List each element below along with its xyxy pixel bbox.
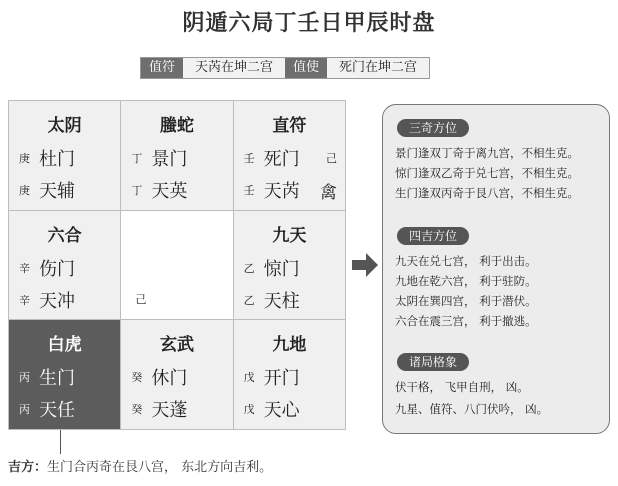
subheader-bar (140, 57, 430, 79)
stem: 丙 (19, 371, 30, 385)
door: 伤门 (39, 258, 75, 280)
extra-star: 禽 (320, 182, 337, 203)
siji-line: 六合在震三宫， 利于撤逃。 (395, 314, 537, 328)
god-label: 白虎 (47, 335, 82, 356)
god-label: 玄武 (159, 335, 194, 356)
extra-stem: 己 (326, 152, 337, 165)
stem: 戊 (243, 403, 255, 417)
door: 死门 (263, 149, 300, 170)
arrow-right-icon (350, 250, 380, 280)
star: 天冲 (39, 290, 75, 312)
footer-text: 生门合丙奇在艮八宫， 东北方向吉利。 (47, 460, 273, 475)
god-label: 直符 (272, 116, 307, 136)
door: 景门 (151, 149, 188, 170)
stem: 丁 (131, 184, 143, 197)
footer-note (8, 456, 272, 475)
stem: 壬 (243, 184, 255, 197)
stem: 庚 (19, 184, 30, 197)
star: 天芮 (263, 181, 300, 202)
stem: 辛 (19, 261, 30, 275)
god-label: 九天 (272, 225, 307, 246)
star: 天英 (151, 181, 188, 202)
siji-line: 太阴在巽四宫， 利于潜伏。 (395, 294, 537, 308)
stem: 乙 (243, 261, 255, 275)
sanqi-line: 生门逢双丙奇于艮八宫，不相生克。 (395, 186, 579, 200)
god-label: 九地 (272, 335, 307, 356)
palace-li-9 (121, 101, 232, 210)
zhifu-value: 天芮在坤二宫 (183, 58, 285, 78)
center-stem: 己 (135, 292, 147, 306)
stem: 癸 (131, 371, 143, 385)
star: 天柱 (263, 290, 300, 312)
analysis-panel (382, 104, 610, 434)
god-label: 太阴 (47, 116, 82, 136)
section-title-geju: 诸局格象 (397, 353, 469, 371)
door: 惊门 (263, 258, 300, 280)
stem: 辛 (19, 293, 30, 307)
palace-dui-7 (234, 211, 345, 320)
palace-center-5 (121, 211, 232, 320)
page-title: 阴遁六局丁壬日甲辰时盘 (182, 11, 436, 36)
palace-grid (8, 100, 346, 430)
section-title-siji: 四吉方位 (397, 227, 469, 245)
pointer-line (60, 430, 61, 454)
stem: 丁 (131, 152, 143, 165)
zhishi-value: 死门在坤二宫 (327, 58, 429, 78)
star: 天蓬 (151, 400, 188, 422)
stem: 癸 (131, 403, 143, 417)
palace-kun-2 (234, 101, 345, 210)
door: 开门 (263, 368, 300, 390)
geju-line: 九星、值符、八门伏吟， 凶。 (395, 402, 549, 416)
section-title-sanqi: 三奇方位 (397, 119, 469, 137)
palace-xun-4 (9, 101, 120, 210)
god-label: 六合 (47, 225, 82, 246)
siji-line: 九天在兑七宫， 利于出击。 (395, 254, 537, 268)
zhifu-key: 值符 (141, 58, 183, 78)
siji-line: 九地在乾六宫， 利于驻防。 (395, 274, 537, 288)
palace-kan-1 (121, 320, 232, 429)
stem: 戊 (243, 371, 255, 385)
star: 天任 (39, 400, 75, 422)
door: 杜门 (39, 149, 75, 170)
star: 天心 (263, 400, 300, 422)
stem: 庚 (19, 152, 30, 165)
god-label: 螣蛇 (159, 116, 194, 136)
palace-qian-6 (234, 320, 345, 429)
stem: 丙 (19, 403, 30, 417)
geju-line: 伏干格， 飞甲自刑， 凶。 (395, 380, 529, 394)
stem: 乙 (243, 293, 255, 307)
sanqi-line: 惊门逢双乙奇于兑七宫，不相生克。 (395, 166, 579, 180)
palace-zhen-3 (9, 211, 120, 320)
palace-gen-8 (9, 320, 120, 429)
door: 休门 (151, 368, 188, 390)
stem: 壬 (243, 152, 255, 165)
sanqi-line: 景门逢双丁奇于离九宫，不相生克。 (395, 146, 579, 160)
footer-label: 吉方： (8, 460, 48, 475)
star: 天辅 (39, 181, 75, 202)
zhishi-key: 值使 (285, 58, 327, 78)
door: 生门 (39, 368, 75, 390)
